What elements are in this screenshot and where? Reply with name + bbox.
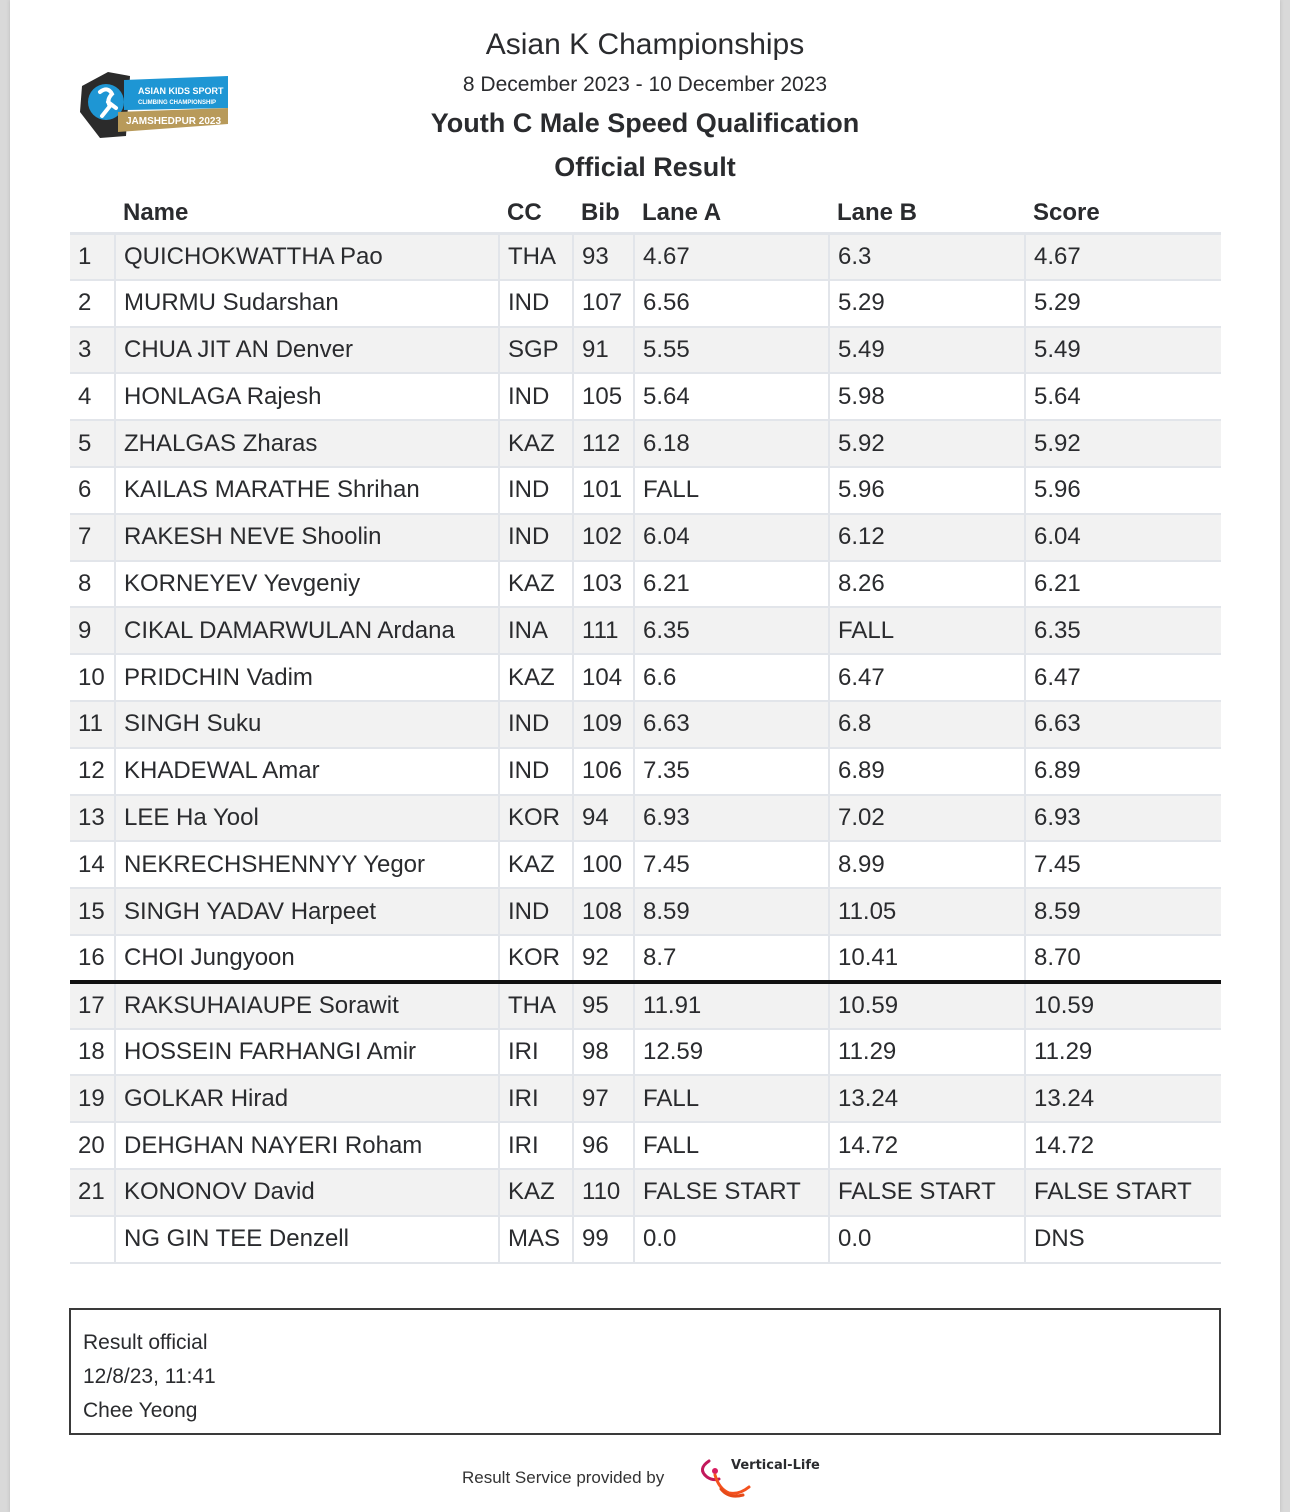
cell-bib: 95 — [573, 982, 634, 1029]
cell-rank: 19 — [70, 1075, 115, 1122]
cell-bib: 100 — [573, 841, 634, 888]
cell-bib: 99 — [573, 1216, 634, 1263]
cell-rank: 11 — [70, 701, 115, 748]
cell-bib: 97 — [573, 1075, 634, 1122]
cell-score: 5.92 — [1025, 420, 1221, 467]
cell-cc: KAZ — [499, 1169, 573, 1216]
cell-rank: 16 — [70, 935, 115, 982]
logo-line1: ASIAN KIDS SPORT — [138, 86, 224, 96]
cell-rank: 18 — [70, 1029, 115, 1076]
cell-cc: THA — [499, 233, 573, 280]
cell-name: KHADEWAL Amar — [115, 748, 499, 795]
cell-cc: IND — [499, 701, 573, 748]
table-row — [70, 467, 1221, 514]
cell-cc: KAZ — [499, 654, 573, 701]
cell-score: 6.89 — [1025, 748, 1221, 795]
cell-lane-a: 6.18 — [634, 420, 829, 467]
cell-rank: 15 — [70, 888, 115, 935]
cell-rank: 5 — [70, 420, 115, 467]
cell-lane-a: 6.63 — [634, 701, 829, 748]
cell-bib: 92 — [573, 935, 634, 982]
cell-lane-a: FALSE START — [634, 1169, 829, 1216]
cell-cc: KOR — [499, 935, 573, 982]
table-row — [70, 841, 1221, 888]
cell-lane-b: 6.12 — [829, 514, 1025, 561]
cell-lane-b: 13.24 — [829, 1075, 1025, 1122]
cell-cc: INA — [499, 607, 573, 654]
cell-cc: THA — [499, 982, 573, 1029]
column-header-lane-a: Lane A — [634, 195, 829, 233]
cell-name: DEHGHAN NAYERI Roham — [115, 1122, 499, 1169]
cell-cc: IND — [499, 748, 573, 795]
cell-lane-a: 7.35 — [634, 748, 829, 795]
cell-lane-b: 11.05 — [829, 888, 1025, 935]
cell-bib: 98 — [573, 1029, 634, 1076]
cell-name: PRIDCHIN Vadim — [115, 654, 499, 701]
cell-name: KAILAS MARATHE Shrihan — [115, 467, 499, 514]
cell-rank: 12 — [70, 748, 115, 795]
service-credit: Result Service provided by — [462, 1468, 665, 1487]
cell-rank — [70, 1216, 115, 1263]
cell-lane-a: 6.04 — [634, 514, 829, 561]
cell-name: CIKAL DAMARWULAN Ardana — [115, 607, 499, 654]
result-status-heading: Official Result — [554, 152, 736, 182]
cell-name: KORNEYEV Yevgeniy — [115, 561, 499, 608]
cell-lane-b: 6.3 — [829, 233, 1025, 280]
cell-lane-b: 10.59 — [829, 982, 1025, 1029]
cell-rank: 4 — [70, 373, 115, 420]
official-stamp-box — [69, 1308, 1221, 1435]
cell-lane-a: 8.59 — [634, 888, 829, 935]
cell-score: 7.45 — [1025, 841, 1221, 888]
cell-bib: 111 — [573, 607, 634, 654]
table-row — [70, 1029, 1221, 1076]
table-row — [70, 607, 1221, 654]
cell-rank: 20 — [70, 1122, 115, 1169]
cell-bib: 103 — [573, 561, 634, 608]
cell-bib: 93 — [573, 233, 634, 280]
table-header-row — [70, 195, 1221, 233]
competition-title: Asian K Championships — [485, 28, 805, 61]
cell-name: HONLAGA Rajesh — [115, 373, 499, 420]
cell-lane-b: 5.92 — [829, 420, 1025, 467]
cell-rank: 14 — [70, 841, 115, 888]
table-row — [70, 888, 1221, 935]
cell-score: 6.35 — [1025, 607, 1221, 654]
cell-cc: KAZ — [499, 841, 573, 888]
cell-lane-a: FALL — [634, 467, 829, 514]
cell-lane-b: 6.47 — [829, 654, 1025, 701]
cell-lane-b: 0.0 — [829, 1216, 1025, 1263]
cell-name: CHUA JIT AN Denver — [115, 327, 499, 374]
cell-rank: 10 — [70, 654, 115, 701]
table-row — [70, 701, 1221, 748]
cell-lane-a: 8.7 — [634, 935, 829, 982]
cell-score: 6.47 — [1025, 654, 1221, 701]
cell-bib: 107 — [573, 280, 634, 327]
cell-cc: IND — [499, 280, 573, 327]
column-header-rank — [70, 195, 115, 233]
cell-rank: 7 — [70, 514, 115, 561]
cell-cc: KAZ — [499, 420, 573, 467]
cell-rank: 9 — [70, 607, 115, 654]
cell-lane-b: 6.89 — [829, 748, 1025, 795]
cell-lane-a: FALL — [634, 1122, 829, 1169]
column-header-name: Name — [115, 195, 499, 233]
cell-lane-a: 5.64 — [634, 373, 829, 420]
cell-lane-a: 11.91 — [634, 982, 829, 1029]
cell-bib: 91 — [573, 327, 634, 374]
cell-cc: IND — [499, 373, 573, 420]
column-header-score: Score — [1025, 195, 1221, 233]
cell-lane-a: 6.93 — [634, 795, 829, 842]
cell-lane-a: 7.45 — [634, 841, 829, 888]
table-row — [70, 1075, 1221, 1122]
cell-score: 8.70 — [1025, 935, 1221, 982]
cell-lane-a: 6.21 — [634, 561, 829, 608]
cell-score: 6.21 — [1025, 561, 1221, 608]
cell-score: 5.49 — [1025, 327, 1221, 374]
cell-rank: 21 — [70, 1169, 115, 1216]
official-status: Result official — [83, 1331, 208, 1354]
cell-score: 5.29 — [1025, 280, 1221, 327]
column-header-lane-b: Lane B — [829, 195, 1025, 233]
official-name: Chee Yeong — [83, 1399, 198, 1422]
table-row — [70, 748, 1221, 795]
cell-lane-b: 5.96 — [829, 467, 1025, 514]
cell-cc: IRI — [499, 1029, 573, 1076]
cell-lane-b: 5.98 — [829, 373, 1025, 420]
cell-score: 13.24 — [1025, 1075, 1221, 1122]
cell-lane-a: 6.35 — [634, 607, 829, 654]
cell-bib: 96 — [573, 1122, 634, 1169]
cell-name: RAKSUHAIAUPE Sorawit — [115, 982, 499, 1029]
official-timestamp: 12/8/23, 11:41 — [83, 1365, 216, 1388]
cell-lane-b: 6.8 — [829, 701, 1025, 748]
cell-score: 5.96 — [1025, 467, 1221, 514]
table-row — [70, 280, 1221, 327]
cell-name: MURMU Sudarshan — [115, 280, 499, 327]
cell-score: 14.72 — [1025, 1122, 1221, 1169]
table-row — [70, 233, 1221, 280]
cell-rank: 8 — [70, 561, 115, 608]
table-row — [70, 1216, 1221, 1263]
cell-cc: MAS — [499, 1216, 573, 1263]
cell-rank: 6 — [70, 467, 115, 514]
cell-rank: 17 — [70, 982, 115, 1029]
table-row — [70, 935, 1221, 982]
cell-name: GOLKAR Hirad — [115, 1075, 499, 1122]
cell-bib: 108 — [573, 888, 634, 935]
cell-rank: 1 — [70, 233, 115, 280]
cell-name: HOSSEIN FARHANGI Amir — [115, 1029, 499, 1076]
event-name: Youth C Male Speed Qualification — [430, 108, 860, 138]
table-row — [70, 982, 1221, 1029]
cell-lane-b: 10.41 — [829, 935, 1025, 982]
cell-lane-a: 5.55 — [634, 327, 829, 374]
cell-score: 10.59 — [1025, 982, 1221, 1029]
cell-name: SINGH Suku — [115, 701, 499, 748]
cell-rank: 3 — [70, 327, 115, 374]
cell-name: SINGH YADAV Harpeet — [115, 888, 499, 935]
cell-name: ZHALGAS Zharas — [115, 420, 499, 467]
cell-cc: IND — [499, 888, 573, 935]
cell-bib: 105 — [573, 373, 634, 420]
table-row — [70, 1169, 1221, 1216]
cell-name: CHOI Jungyoon — [115, 935, 499, 982]
cell-bib: 109 — [573, 701, 634, 748]
cell-name: NG GIN TEE Denzell — [115, 1216, 499, 1263]
cell-cc: IND — [499, 467, 573, 514]
cell-lane-b: FALSE START — [829, 1169, 1025, 1216]
cell-bib: 106 — [573, 748, 634, 795]
cell-bib: 94 — [573, 795, 634, 842]
logo-line2: CLIMBING CHAMPIONSHIP — [138, 100, 216, 106]
table-row — [70, 514, 1221, 561]
cell-lane-b: 8.26 — [829, 561, 1025, 608]
cell-cc: KOR — [499, 795, 573, 842]
cell-bib: 101 — [573, 467, 634, 514]
cell-lane-b: 5.29 — [829, 280, 1025, 327]
results-body — [70, 233, 1221, 1263]
cell-rank: 2 — [70, 280, 115, 327]
cell-lane-b: 5.49 — [829, 327, 1025, 374]
cell-lane-a: 0.0 — [634, 1216, 829, 1263]
logo-line3: JAMSHEDPUR 2023 — [126, 116, 222, 127]
provider-name: Vertical-Life — [731, 1458, 820, 1473]
cell-lane-a: FALL — [634, 1075, 829, 1122]
table-row — [70, 327, 1221, 374]
cell-bib: 110 — [573, 1169, 634, 1216]
cell-score: DNS — [1025, 1216, 1221, 1263]
results-table — [70, 195, 1221, 1264]
column-header-bib: Bib — [573, 195, 634, 233]
table-row — [70, 654, 1221, 701]
cell-bib: 102 — [573, 514, 634, 561]
cell-lane-b: 8.99 — [829, 841, 1025, 888]
cell-cc: KAZ — [499, 561, 573, 608]
cell-name: QUICHOKWATTHA Pao — [115, 233, 499, 280]
competition-dates: 8 December 2023 - 10 December 2023 — [462, 73, 828, 96]
cell-lane-b: FALL — [829, 607, 1025, 654]
cell-lane-b: 7.02 — [829, 795, 1025, 842]
cell-score: 6.04 — [1025, 514, 1221, 561]
cell-cc: SGP — [499, 327, 573, 374]
table-row — [70, 373, 1221, 420]
column-header-cc: CC — [499, 195, 573, 233]
cell-score: FALSE START — [1025, 1169, 1221, 1216]
cell-score: 8.59 — [1025, 888, 1221, 935]
cell-score: 4.67 — [1025, 233, 1221, 280]
cell-cc: IRI — [499, 1075, 573, 1122]
table-row — [70, 795, 1221, 842]
cell-score: 6.63 — [1025, 701, 1221, 748]
cell-name: NEKRECHSHENNYY Yegor — [115, 841, 499, 888]
cell-score: 6.93 — [1025, 795, 1221, 842]
cell-lane-a: 6.56 — [634, 280, 829, 327]
cell-lane-b: 11.29 — [829, 1029, 1025, 1076]
cell-lane-a: 4.67 — [634, 233, 829, 280]
cell-lane-a: 12.59 — [634, 1029, 829, 1076]
cell-cc: IRI — [499, 1122, 573, 1169]
cell-name: RAKESH NEVE Shoolin — [115, 514, 499, 561]
cell-name: KONONOV David — [115, 1169, 499, 1216]
cell-bib: 112 — [573, 420, 634, 467]
cell-lane-a: 6.6 — [634, 654, 829, 701]
cell-cc: IND — [499, 514, 573, 561]
table-row — [70, 420, 1221, 467]
cell-rank: 13 — [70, 795, 115, 842]
cell-score: 5.64 — [1025, 373, 1221, 420]
cell-score: 11.29 — [1025, 1029, 1221, 1076]
cell-lane-b: 14.72 — [829, 1122, 1025, 1169]
table-row — [70, 1122, 1221, 1169]
cell-bib: 104 — [573, 654, 634, 701]
cell-name: LEE Ha Yool — [115, 795, 499, 842]
table-row — [70, 561, 1221, 608]
